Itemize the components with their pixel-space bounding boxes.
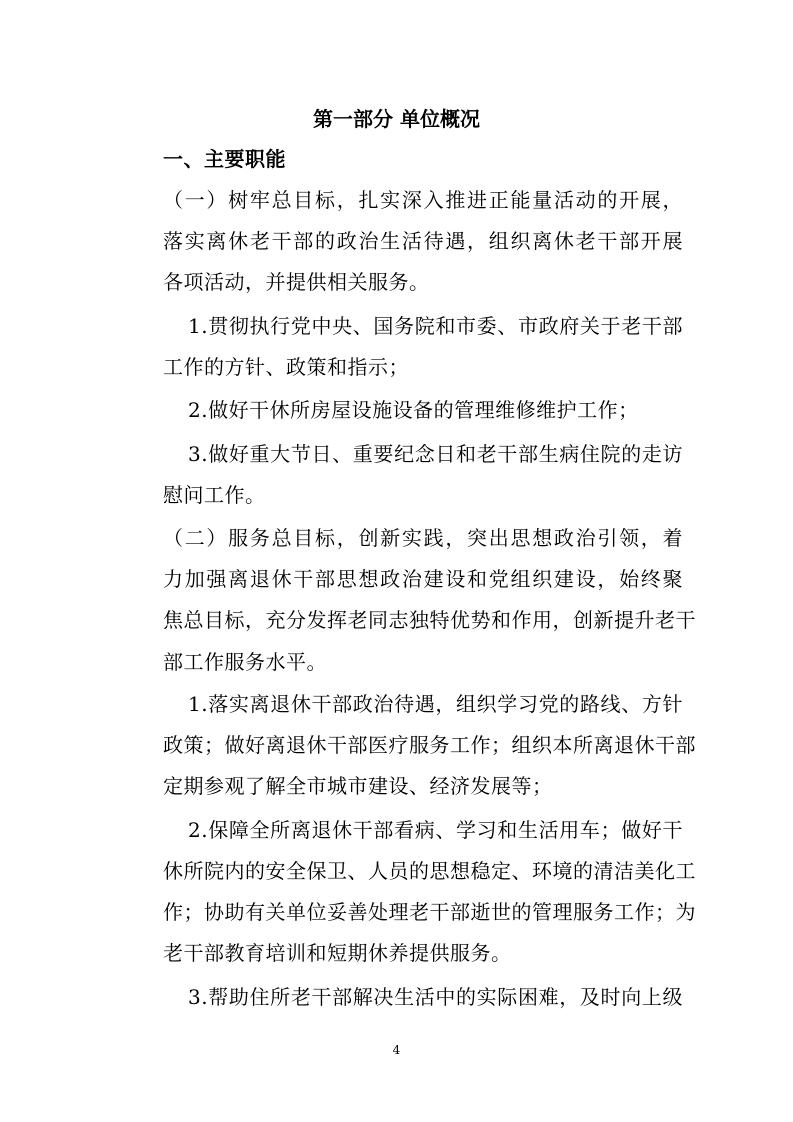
page-number: 4	[392, 1043, 401, 1057]
paragraph-line-11: 焦总目标，充分发挥老同志独特优势和作用，创新提升老干	[163, 608, 696, 632]
paragraph-line-19: 老干部教育培训和短期休养提供服务。	[163, 941, 512, 965]
paragraph-line-4: 1.贯彻执行党中央、国务院和市委、市政府关于老干部	[188, 314, 683, 338]
paragraph-line-6: 2.做好干休所房屋设施设备的管理维修维护工作；	[188, 398, 639, 422]
paragraph-line-3: 各项活动，并提供相关服务。	[163, 270, 430, 294]
paragraph-line-13: 1.落实离退休干部政治待遇，组织学习党的路线、方针	[188, 692, 683, 716]
paragraph-line-15: 定期参观了解全市城市建设、经济发展等；	[163, 774, 553, 798]
paragraph-line-20: 3.帮助住所老干部解决生活中的实际困难，及时向上级	[188, 985, 683, 1009]
paragraph-line-12: 部工作服务水平。	[163, 650, 327, 674]
paragraph-line-17: 休所院内的安全保卫、人员的思想稳定、环境的清洁美化工	[163, 859, 696, 883]
paragraph-line-14: 政策；做好离退休干部医疗服务工作；组织本所离退休干部	[163, 733, 696, 757]
paragraph-line-18: 作；协助有关单位妥善处理老干部逝世的管理服务工作；为	[163, 900, 696, 924]
paragraph-line-2: 落实离休老干部的政治生活待遇，组织离休老干部开展	[163, 229, 683, 253]
paragraph-line-1: （一）树牢总目标，扎实深入推进正能量活动的开展，	[163, 188, 683, 212]
paragraph-line-8: 慰问工作。	[163, 483, 266, 507]
paragraph-line-7: 3.做好重大节日、重要纪念日和老干部生病住院的走访	[188, 442, 683, 466]
paragraph-line-9: （二）服务总目标，创新实践，突出思想政治引领，着	[163, 526, 683, 550]
paragraph-line-10: 力加强离退休干部思想政治建设和党组织建设，始终聚	[163, 567, 683, 591]
paragraph-line-5: 工作的方针、政策和指示；	[163, 355, 409, 379]
section-heading: 一、主要职能	[163, 147, 286, 171]
page-title: 第一部分 单位概况	[313, 107, 480, 131]
paragraph-line-16: 2.保障全所离退休干部看病、学习和生活用车；做好干	[188, 818, 683, 842]
